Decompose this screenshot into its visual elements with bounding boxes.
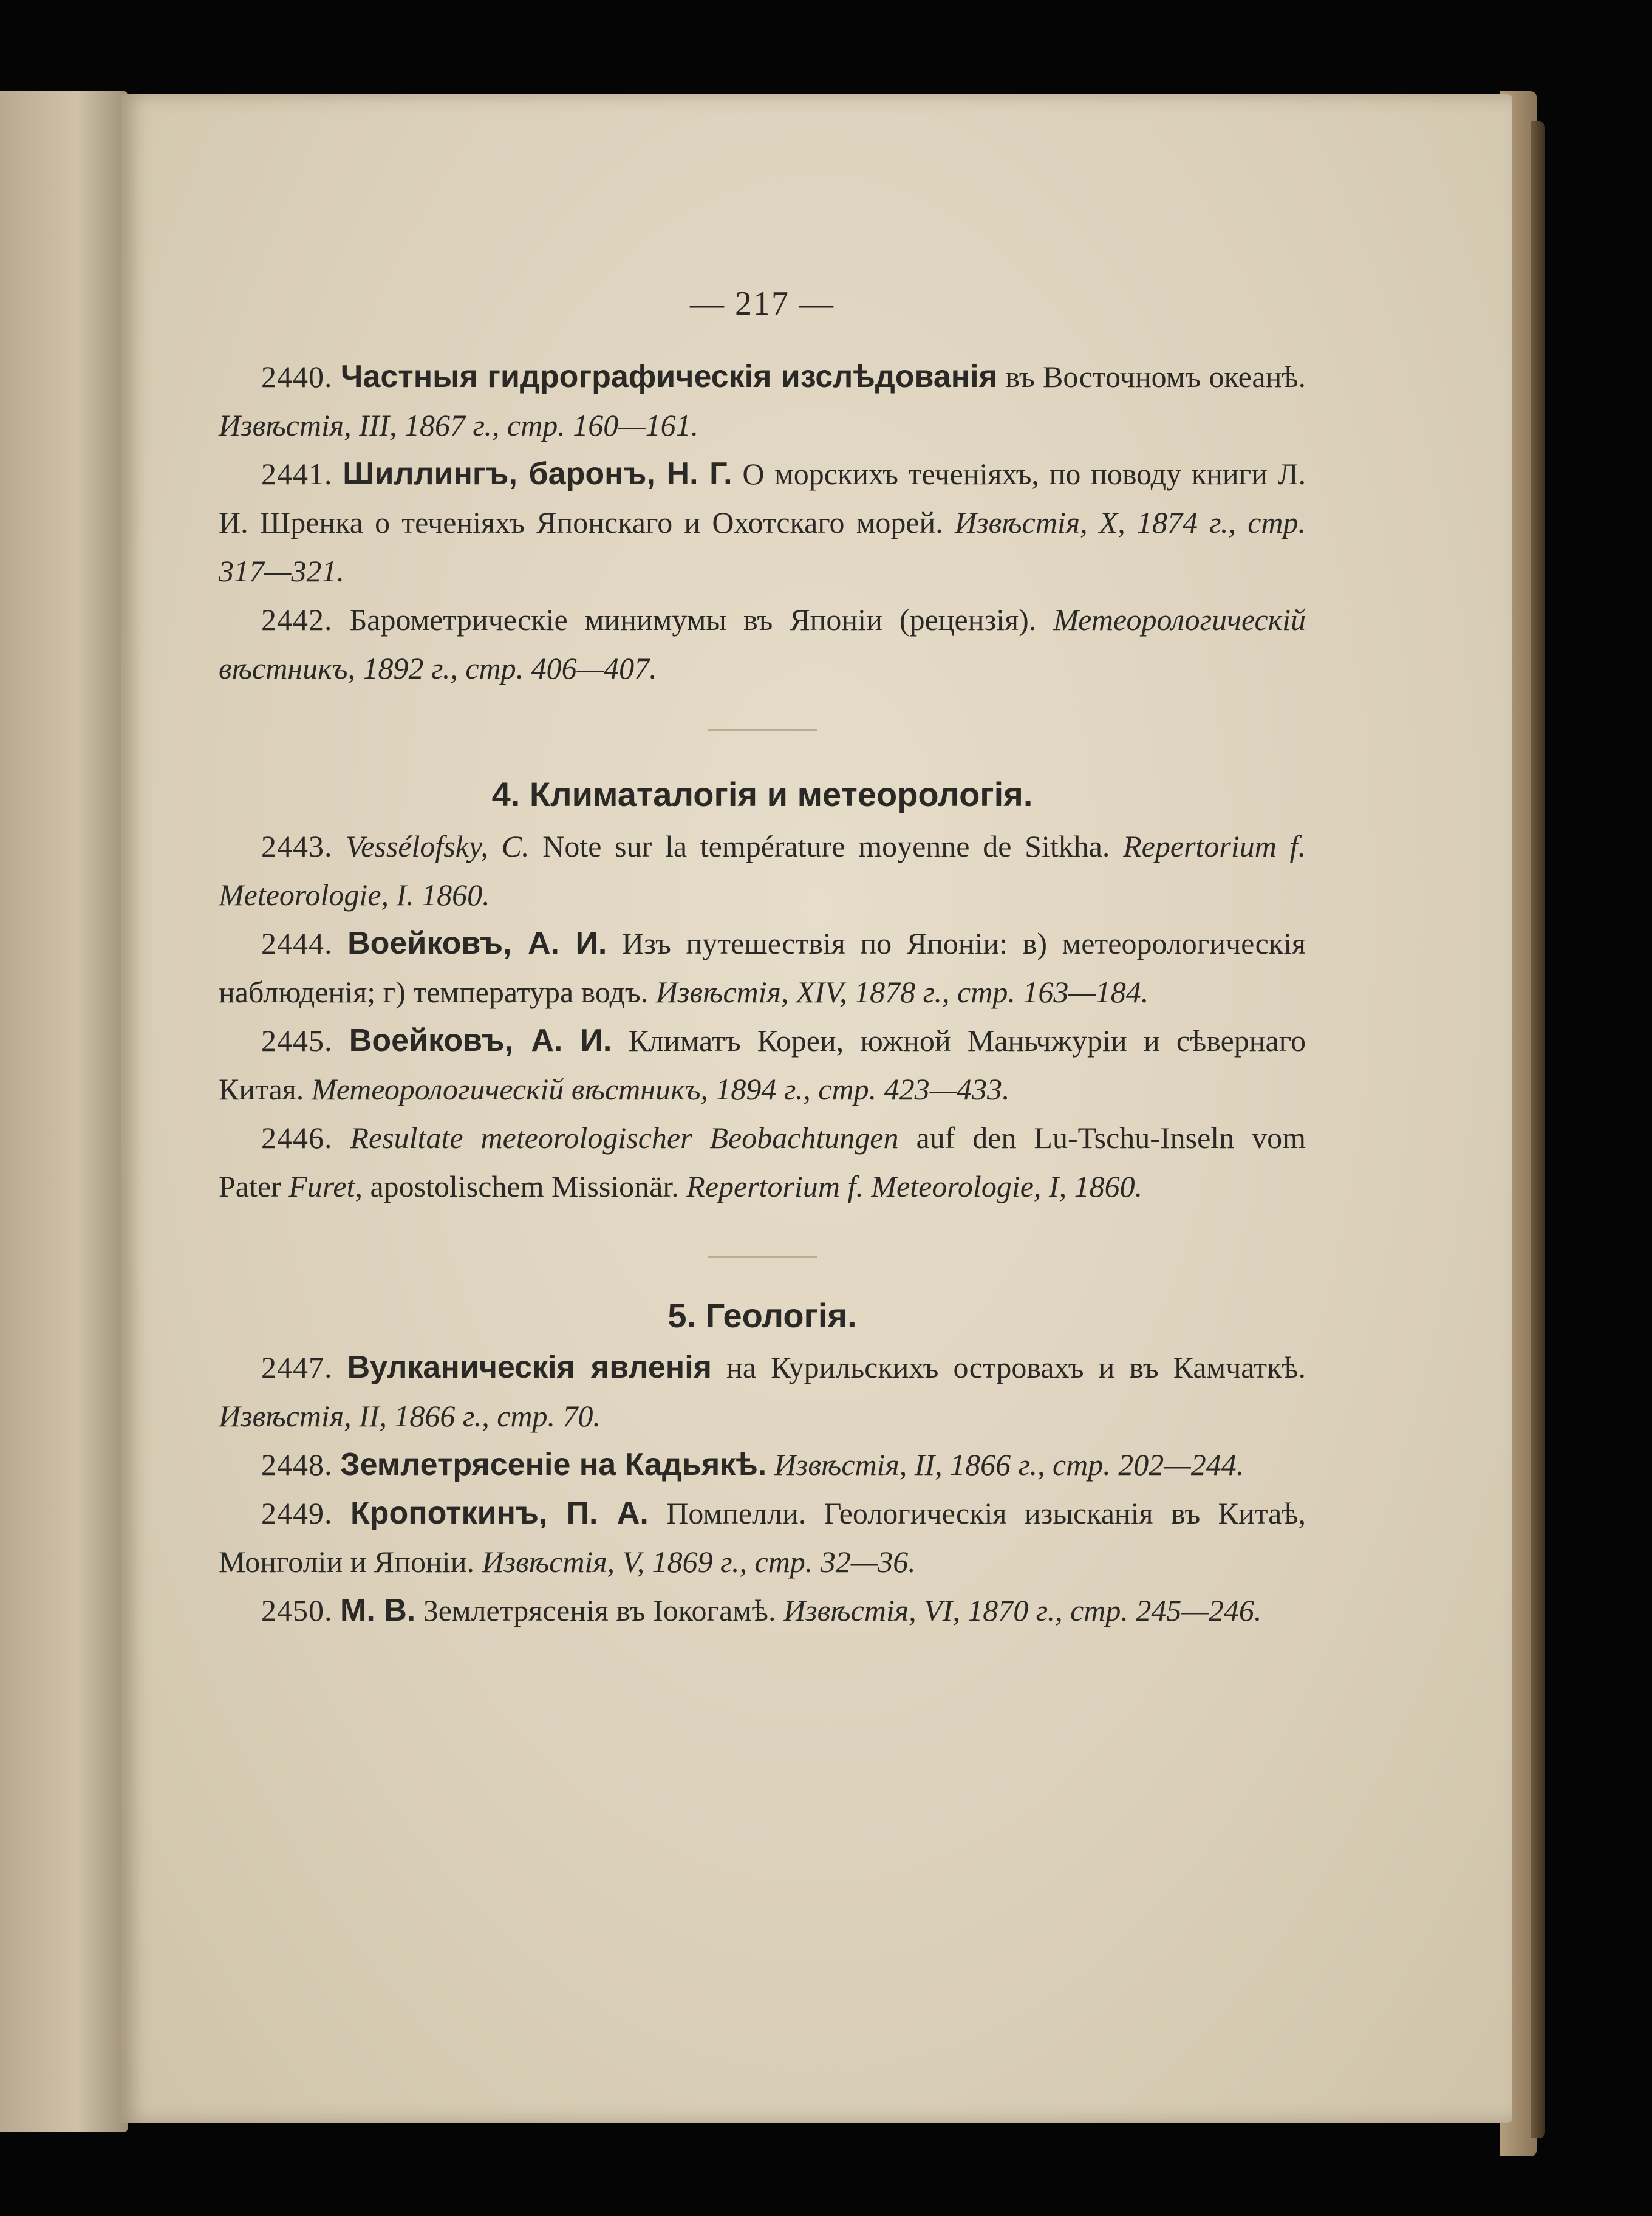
entry-citation: Repertorium f. Meteorologie, I. 1860. xyxy=(219,829,1306,912)
entry-2441: 2441. Шиллингъ, баронъ, Н. Г. О морскихъ теченіяхъ, по поводу книги Л. И. Шренка о теченіяхъ Японскаго и Охотскаго морей. Извѣстія, X, 1874 г., стр. 317—321. xyxy=(219,456,1306,588)
entry-2450: 2450. М. В. Землетрясенія въ Іокогамѣ. Извѣстія, VI, 1870 г., стр. 245—246. xyxy=(261,1593,1262,1628)
page-content xyxy=(219,279,1306,1635)
entry-2446: 2446. Resultate meteorologischer Beobachtungen auf den Lu-Tschu-Inseln vom Pater Furet, apostolischem Missionär. Repertorium f. Meteorologie, I, 1860. xyxy=(219,1121,1306,1203)
entry-citation: Метеорологическій вѣстникъ, 1894 г., стр. 423—433. xyxy=(311,1072,1010,1106)
entry-citation: Извѣстія, II, 1866 г., стр. 70. xyxy=(219,1399,601,1433)
book-cover-edge xyxy=(1531,121,1545,2138)
entry-citation: Извѣстія, V, 1869 г., стр. 32—36. xyxy=(482,1545,916,1579)
entry-2447: 2447. Вулканическія явленія на Курильскихъ островахъ и въ Камчаткѣ. Извѣстія, II, 1866 г., стр. 70. xyxy=(219,1350,1306,1433)
entry-title: Вулканическія явленія xyxy=(347,1350,712,1385)
entry-citation: Извѣстія, X, 1874 г., стр. 317—321. xyxy=(219,505,1306,588)
entry-2444: 2444. Воейковъ, А. И. Изъ путешествія по Японіи: в) метеорологическія наблюденія; г) температура водъ. Извѣстія, XIV, 1878 г., стр. 163—184. xyxy=(219,926,1306,1009)
entry-citation: Извѣстія, II, 1866 г., стр. 202—244. xyxy=(774,1448,1244,1482)
entry-author: М. В. xyxy=(340,1593,416,1628)
divider xyxy=(708,1256,817,1258)
entry-2440: 2440. Частныя гидрографическія изслѣдованія въ Восточномъ океанѣ. Извѣстія, III, 1867 г., стр. 160—161. xyxy=(219,359,1306,442)
entry-citation: Извѣстія, III, 1867 г., стр. 160—161. xyxy=(219,408,699,442)
section-heading-climatology: 4. Климаталогія и метеорологія. xyxy=(491,775,1033,813)
entry-author: Vessélofsky, C. xyxy=(346,829,530,863)
entry-title: Землетрясеніе на Кадьякѣ. xyxy=(340,1447,767,1482)
section-heading-geology: 5. Геологія. xyxy=(667,1296,857,1335)
entry-citation: Извѣстія, XIV, 1878 г., стр. 163—184. xyxy=(655,975,1149,1009)
entry-author: Воейковъ, А. И. xyxy=(347,926,607,961)
entry-2442: 2442. Барометрическіе минимумы въ Японіи (рецензія). Метеорологическій вѣстникъ, 1892 г., стр. 406—407. xyxy=(219,603,1306,685)
entry-title: Частныя гидрографическія изслѣдованія xyxy=(340,359,997,394)
entry-citation: Извѣстія, VI, 1870 г., стр. 245—246. xyxy=(783,1593,1262,1627)
entry-author: Шиллингъ, баронъ, Н. Г. xyxy=(343,456,732,491)
previous-page-edge xyxy=(0,91,128,2132)
entry-2449: 2449. Кропоткинъ, П. А. Помпелли. Геологическія изысканія въ Китаѣ, Монголіи и Японіи. Извѣстія, V, 1869 г., стр. 32—36. xyxy=(219,1496,1306,1579)
entry-author: Furet xyxy=(288,1169,355,1203)
entry-citation: Repertorium f. Meteorologie, I, 1860. xyxy=(686,1169,1143,1203)
entry-citation: Метеорологическій вѣстникъ, 1892 г., стр. 406—407. xyxy=(219,603,1306,685)
divider xyxy=(708,729,817,731)
entry-author: Кропоткинъ, П. А. xyxy=(350,1496,649,1531)
entry-2443: 2443. Vessélofsky, C. Note sur la température moyenne de Sitkha. Repertorium f. Meteorologie, I. 1860. xyxy=(219,829,1306,912)
entry-2448: 2448. Землетрясеніе на Кадьякѣ. Извѣстія, II, 1866 г., стр. 202—244. xyxy=(261,1447,1244,1482)
entry-author: Воейковъ, А. И. xyxy=(349,1023,612,1058)
entry-title: Resultate meteorologischer Beobachtungen xyxy=(350,1121,899,1155)
entry-2445: 2445. Воейковъ, А. И. Климатъ Кореи, южной Маньчжуріи и сѣвернаго Китая. Метеорологическій вѣстникъ, 1894 г., стр. 423—433. xyxy=(219,1023,1306,1106)
page-number: — 217 — xyxy=(690,285,835,323)
